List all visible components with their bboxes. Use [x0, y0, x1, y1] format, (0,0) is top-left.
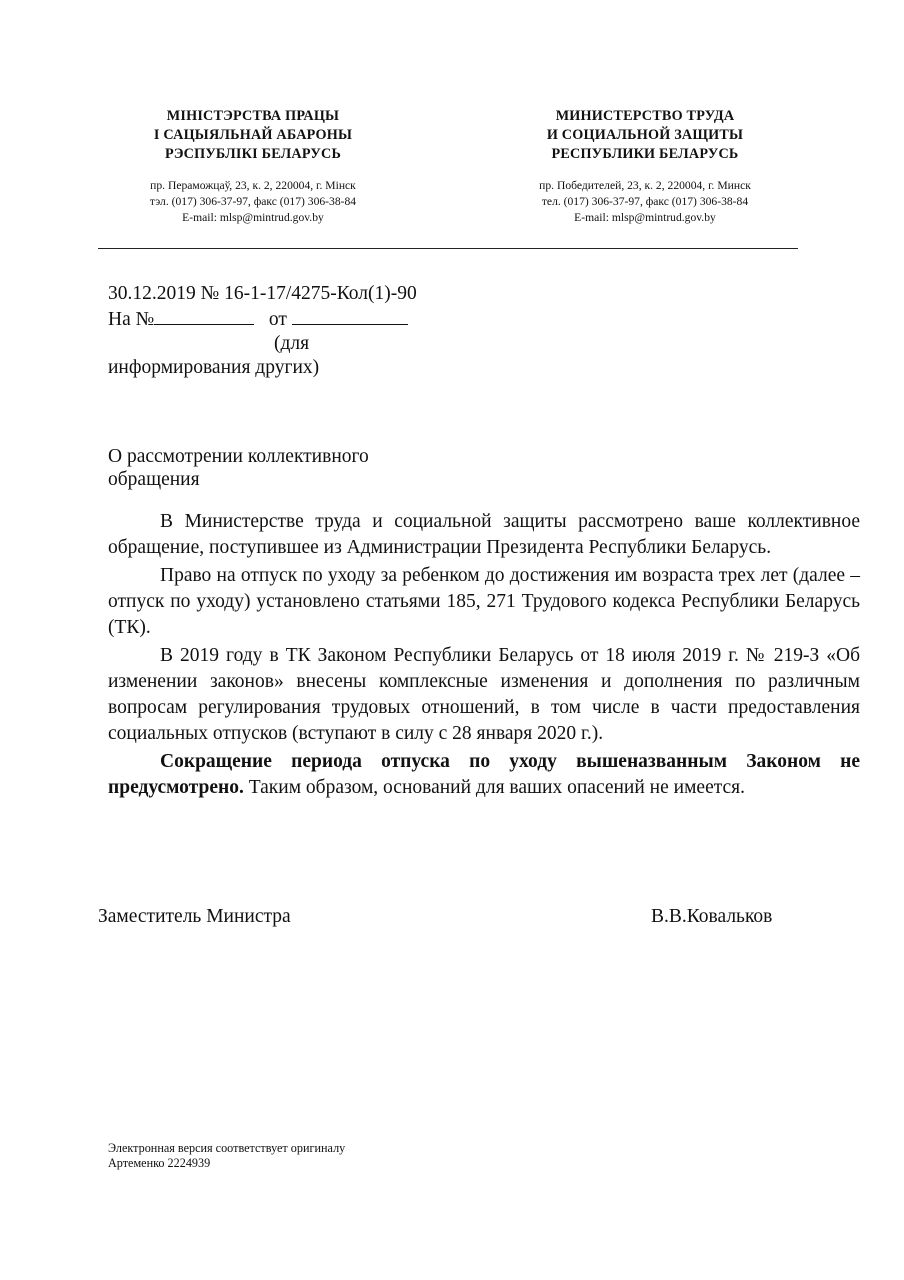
signatory-title: Заместитель Министра	[98, 906, 291, 927]
body-paragraph	[108, 749, 860, 801]
body-paragraph: Право на отпуск по уходу за ребенком до достижения им возраста трех лет (далее – отпуск по уходу) установлено статьями 185, 271 Трудового кодекса Республики Беларусь (ТК).	[108, 565, 860, 638]
reference-line	[108, 306, 417, 332]
body-paragraph: В 2019 году в ТК Законом Республики Беларусь от 18 июля 2019 г. № 219-З «Об изменении законов» внесены комплексные изменения и дополнения по различным вопросам регулирования трудовых отношений, в том числе в части предоставления социальных отпусков (вступают в силу с 28 января 2020 г.).	[108, 645, 860, 744]
address-line: пр. Победителей, 23, к. 2, 220004, г. Минск	[539, 179, 751, 192]
address-line: пр. Пераможцаў, 23, к. 2, 220004, г. Мінск	[150, 179, 356, 192]
bold-statement: Сокращение периода отпуска по уходу вышеназванным Законом не предусмотрено.	[108, 751, 860, 798]
subject-line: О рассмотрении коллективного	[108, 446, 369, 467]
reference-date-field	[292, 306, 408, 325]
reference-note: (для	[274, 333, 310, 354]
footnote-line: Электронная версия соответствует оригиналу	[108, 1141, 346, 1155]
ot-label: от	[268, 309, 287, 330]
body-paragraph: В Министерстве труда и социальной защиты рассмотрено ваше коллективное обращение, поступившее из Администрации Президента Республики Беларусь.	[108, 511, 860, 558]
ministry-name-belarusian	[108, 107, 398, 164]
signatory-name: В.В.Ковальков	[651, 906, 773, 927]
footnote-line: Артеменко 2224939	[108, 1156, 211, 1170]
footnote	[108, 1141, 345, 1171]
header-line: І САЦЫЯЛЬНАЙ АБАРОНЫ	[153, 127, 353, 143]
address-line: тел. (017) 306-37-97, факс (017) 306-38-84	[541, 195, 749, 208]
document-number: 30.12.2019 № 16-1-17/4275-Кол(1)-90	[108, 283, 417, 304]
header-line: МІНІСТЭРСТВА ПРАЦЫ	[166, 108, 340, 124]
body-text: Таким образом, оснований для ваших опасений не имеется.	[243, 777, 745, 798]
header-line: МИНИСТЕРСТВО ТРУДА	[555, 108, 735, 124]
na-label: На №	[108, 309, 155, 330]
letter-body	[108, 509, 860, 803]
address-line: E-mail: mlsp@mintrud.gov.by	[574, 211, 716, 224]
registration-block	[108, 282, 417, 380]
header-line: И СОЦИАЛЬНОЙ ЗАЩИТЫ	[546, 127, 744, 143]
reference-number-field	[154, 306, 254, 325]
letter-subject	[108, 445, 428, 491]
ministry-name-russian	[500, 107, 790, 164]
header-divider	[98, 248, 798, 249]
address-russian	[490, 178, 800, 226]
reference-note-cont: информирования других)	[108, 357, 320, 378]
address-line: E-mail: mlsp@mintrud.gov.by	[182, 211, 324, 224]
header-line: РЕСПУБЛИКИ БЕЛАРУСЬ	[551, 146, 739, 162]
subject-line: обращения	[108, 469, 200, 490]
address-belarusian	[98, 178, 408, 226]
address-line: тэл. (017) 306-37-97, факс (017) 306-38-84	[149, 195, 357, 208]
header-line: РЭСПУБЛІКІ БЕЛАРУСЬ	[164, 146, 342, 162]
